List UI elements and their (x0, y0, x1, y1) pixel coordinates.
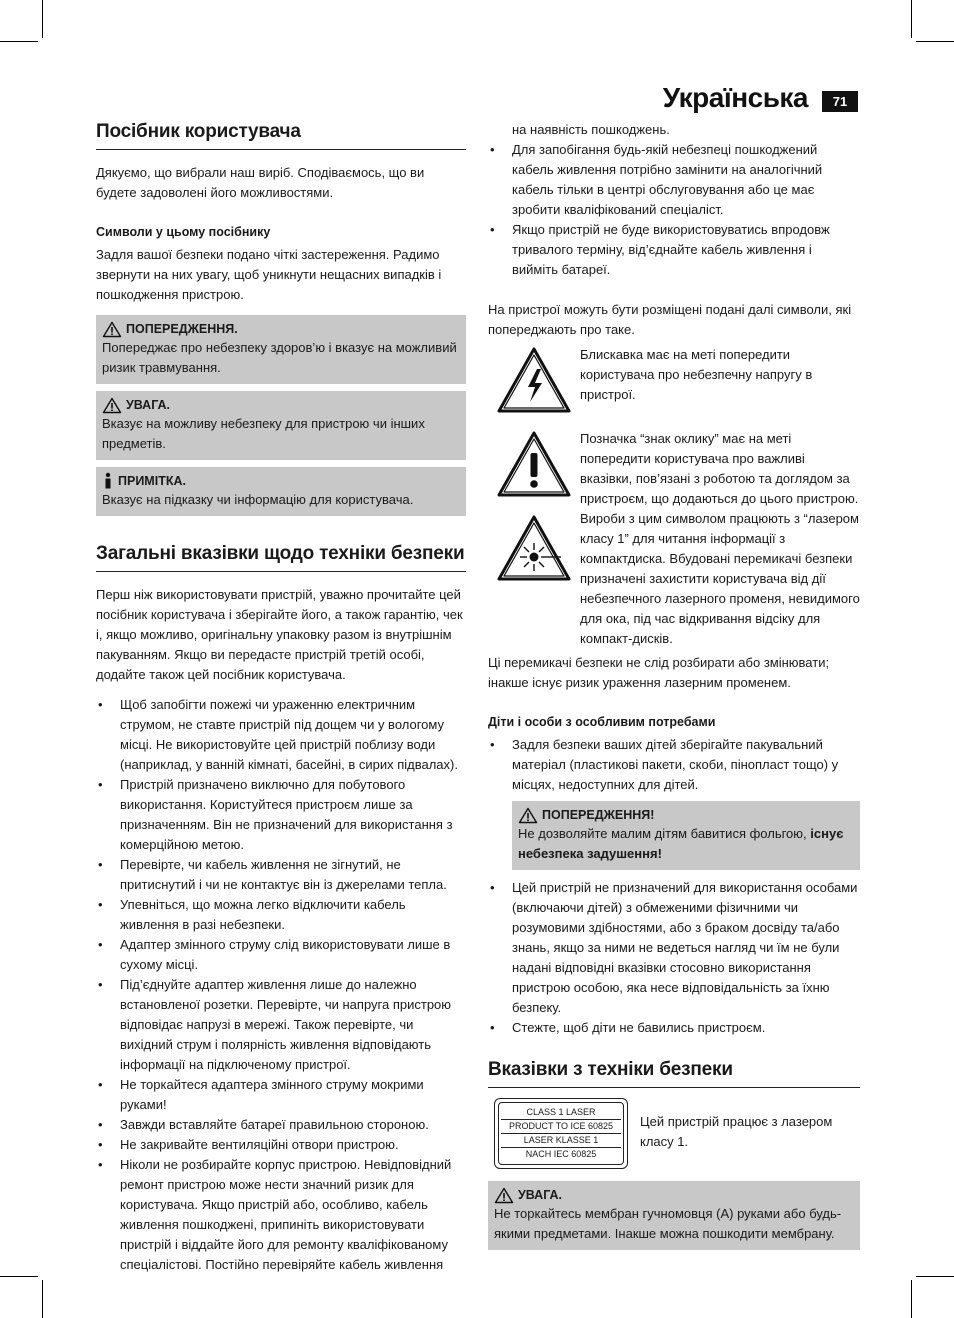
list-item: • Завжди вставляйте батареї правильною стороною. (96, 1115, 466, 1135)
crop-mark (42, 0, 43, 38)
notice-caution (96, 391, 466, 460)
list-item: • Адаптер змінного струму слід використовувати лише в сухому місці. (96, 935, 466, 975)
laser-class-label (494, 1098, 628, 1169)
laser-label-line: LASER KLASSE 1 (501, 1134, 621, 1148)
general-safety-list (96, 695, 466, 1275)
symbol-exclamation-text: Позначка “знак оклику” має на меті попередити користувача про важливі вказівки, пов’язані з роботою та доглядом за пристроєм, що додаються до цього пристрою. (580, 431, 859, 506)
general-safety-intro: Перш ніж використовувати пристрій, уважно прочитайте цей посібник користувача і зберігайте його, а також гарантію, чек і, якщо можливо, оригінальну упаковку разом із внутрішнім пакуванням. Якщо ви передасте пристрій третій особі, додайте також цей посібник користувача. (96, 587, 463, 682)
list-item: • Щоб запобігти пожежі чи ураженню електричним струмом, не ставте пристрій під дощем чи у вологому місці. Не використовуйте цей пристрій поблизу води (наприклад, у ванній кімнаті, басейні, в сирих підвалах). (96, 695, 466, 775)
children-list-2 (488, 878, 860, 1038)
symbol-row-laser (488, 509, 860, 649)
notice-children-text-bold: існує небезпека задушення! (518, 826, 844, 861)
laser-class-row (488, 1098, 860, 1169)
notice-speaker-text: Не торкайтесь мембран гучномовця (A) руками або будь-якими предметами. Інакше можна пошкодити мембрану. (494, 1206, 842, 1241)
notice-warning (96, 315, 466, 384)
list-item: • Якщо пристрій не буде використовуватись впродовж тривалого терміну, від’єднайте кабель живлення і вийміть батареї. (488, 220, 860, 280)
laser-class-text: Цей пристрій працює з лазером класу 1. (640, 1114, 833, 1149)
laser-warning-icon (495, 513, 573, 583)
list-item: • Ніколи не розбирайте корпус пристрою. Невідповідний ремонт пристрою може нести значний ризик для користувача. Якщо пристрій або, особливо, кабель живлення пошкоджені, припиніть використовувати пристрій і віддайте його для ремонту кваліфікованому спеціалістові. Постійно перевіряйте кабель живлення (96, 1155, 466, 1275)
cable-safety-list (488, 140, 860, 280)
laser-label-line: CLASS 1 LASER (501, 1106, 621, 1120)
info-icon (102, 472, 114, 490)
continuation-text: на наявність пошкоджень. (512, 122, 670, 137)
warning-triangle-icon (494, 1187, 514, 1204)
list-item: • Для запобігання будь-якій небезпеці пошкоджений кабель живлення потрібно замінити на аналогічний кабель тільки в центрі обслуговування або це має зробити кваліфікований спеціаліст. (488, 140, 860, 220)
notice-caution-text: Вказує на можливу небезпеку для пристрою чи інших предметів. (102, 416, 425, 451)
left-column (96, 120, 466, 1275)
list-item: • Стежте, щоб діти не бавились пристроєм. (488, 1018, 860, 1038)
children-list-1 (488, 735, 860, 795)
symbol-laser-text: Вироби з цим символом працюють з “лазером класу 1” для читання інформації з компактдиска. Вбудовані перемикачі безпеки призначені захистити користувача від дії небезпечного лазерного променя, невидимого для ока, під час відкривання відсіку для компакт-дисків. (580, 511, 860, 646)
crop-mark (916, 41, 954, 42)
notice-warning-title: ПОПЕРЕДЖЕННЯ. (126, 322, 238, 336)
notice-note (96, 467, 466, 516)
notice-warning-text: Попереджає про небезпеку здоров’ю і вказує на можливий ризик травмування. (102, 340, 457, 375)
crop-mark (911, 0, 912, 38)
notice-children-warning (512, 801, 860, 870)
lightning-warning-icon (495, 345, 573, 415)
crop-mark (0, 41, 38, 42)
laser-label-line: NACH IEC 60825 (525, 1149, 597, 1159)
notice-note-text: Вказує на підказку чи інформацію для користувача. (102, 492, 414, 507)
section-title-user-manual: Посібник користувача (96, 120, 466, 150)
list-item: • Не торкайтеся адаптера змінного струму мокрими руками! (96, 1075, 466, 1115)
notice-speaker-caution (488, 1181, 860, 1250)
section-title-general-safety: Загальні вказівки щодо техніки безпеки (96, 542, 466, 572)
crop-mark (916, 1276, 954, 1277)
crop-mark (911, 1280, 912, 1318)
list-item: • Пристрій призначено виключно для побутового використання. Користуйтеся пристроєм лише за призначенням. Він не призначений для використання з комерційною метою. (96, 775, 466, 855)
warning-triangle-icon (518, 807, 538, 824)
notice-note-title: ПРИМІТКА. (118, 474, 186, 488)
laser-label-line: PRODUCT TO ICE 60825 (501, 1120, 621, 1134)
list-item: • Під’єднуйте адаптер живлення лише до належно встановленої розетки. Перевірте, чи напруга пристрою відповідає напрузі в мережі. Також перевірте, чи вихідний струм і полярність живлення відповідають інформації на підключеному пристрої. (96, 975, 466, 1075)
list-item: • Упевніться, що можна легко відключити кабель живлення в разі небезпеки. (96, 895, 466, 935)
laser-note: Ці перемикачі безпеки не слід розбирати або змінювати; інакше існує ризик ураження лазерним променем. (488, 655, 830, 690)
children-heading: Діти і особи з особливим потребами (488, 715, 716, 729)
page-language-title: Українська (662, 82, 808, 113)
intro-paragraph: Дякуємо, що вибрали наш виріб. Сподіваємось, що ви будете задоволені його можливостями. (96, 165, 425, 200)
notice-caution-title: УВАГА. (126, 398, 171, 412)
symbols-paragraph: Задля вашої безпеки подано чіткі застереження. Радимо звернути на них увагу, щоб уникнути нещасних випадків і пошкодження пристрою. (96, 247, 442, 302)
section-title-safety-instructions: Вказівки з техніки безпеки (488, 1058, 860, 1088)
list-item: • Не закривайте вентиляційні отвори пристрою. (96, 1135, 466, 1155)
exclamation-warning-icon (495, 429, 573, 499)
crop-mark (42, 1280, 43, 1318)
list-item: • Задля безпеки ваших дітей зберігайте пакувальний матеріал (пластикові пакети, скоби, пінопласт тощо) у місцях, недоступних для дітей. (488, 735, 860, 795)
notice-children-text: Не дозволяйте малим дітям бавитися фольгою, (518, 826, 811, 841)
warning-triangle-icon (102, 321, 122, 338)
notice-children-title: ПОПЕРЕДЖЕННЯ! (542, 808, 655, 822)
list-item: • Цей пристрій не призначений для використання особами (включаючи дітей) з обмеженими фізичними чи розумовими здібностями, або з браком досвіду та/або знань, якщо за ними не ведеться нагляд чи їм не були надані відповідні вказівки стосовно використання пристрою особою, яка несе відповідальність за їхню безпеку. (488, 878, 860, 1018)
page-number: 71 (822, 91, 858, 112)
symbols-intro: На пристрої можуть бути розміщені подані далі символи, які попереджають про таке. (488, 302, 852, 337)
right-column (488, 120, 860, 1257)
symbol-lightning-text: Блискавка має на меті попередити користувача про небезпечну напругу в пристрої. (580, 347, 813, 402)
crop-mark (0, 1276, 38, 1277)
symbols-heading: Символи у цьому посібнику (96, 225, 271, 239)
list-item: • Перевірте, чи кабель живлення не зігнутий, не притиснутий і чи не контактує він із джерелами тепла. (96, 855, 466, 895)
warning-triangle-icon (102, 397, 122, 414)
notice-speaker-title: УВАГА. (518, 1188, 563, 1202)
symbol-row-exclamation (488, 429, 860, 509)
symbol-row-lightning (488, 345, 860, 415)
